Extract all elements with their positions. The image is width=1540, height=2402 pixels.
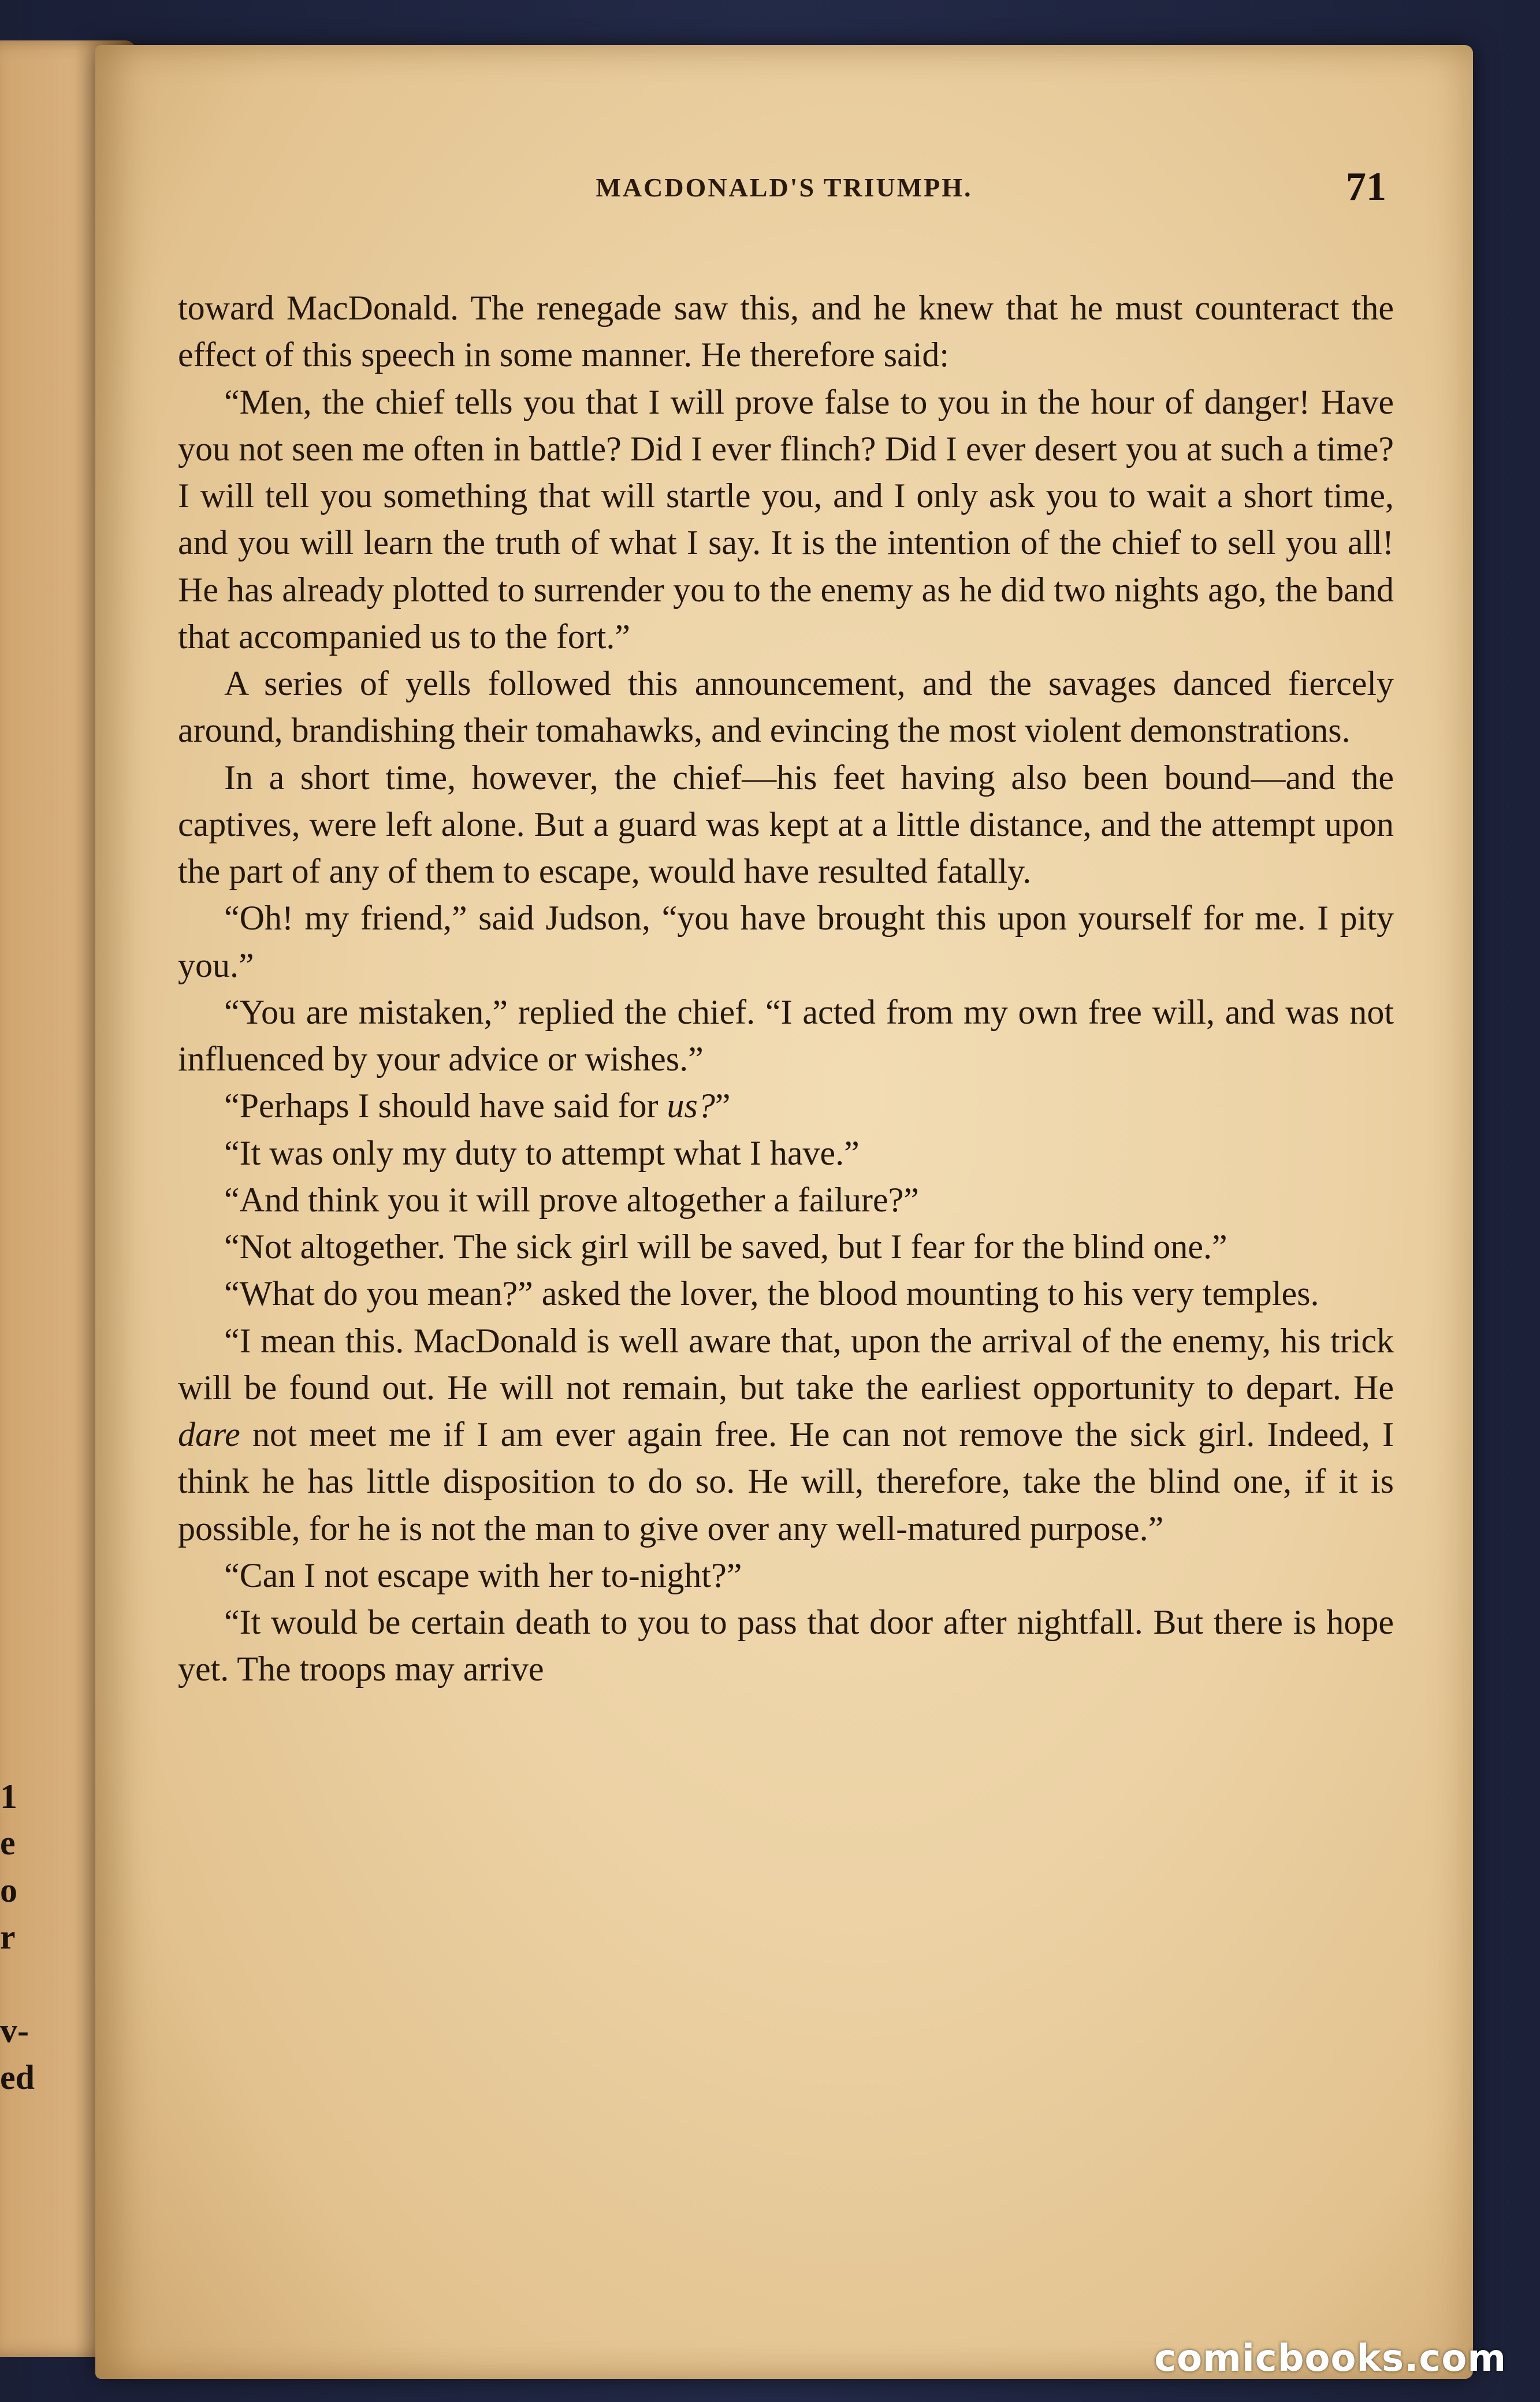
- paragraph: “And think you it will prove altogether a failure?”: [224, 1180, 919, 1219]
- paragraph-text: ”: [715, 1087, 731, 1125]
- paragraph-text: not meet me if I am ever again free. He can not remove the sick girl. Indeed, I think he has little disposition to do so. He will, therefore, take the blind one, if it is possible, for he is not the man to give over any well-matured purpose.”: [178, 1415, 1394, 1548]
- paragraph: “Not altogether. The sick girl will be saved, but I fear for the blind one.”: [224, 1228, 1227, 1266]
- paragraph: “It was only my duty to attempt what I have.”: [224, 1133, 860, 1172]
- paragraph: [178, 1318, 1394, 1552]
- facing-page-fragment: v-: [0, 2011, 29, 2050]
- paragraph: “Can I not escape with her to-night?”: [224, 1556, 742, 1594]
- facing-page-fragment: o: [0, 1871, 17, 1909]
- facing-page-fragment: e: [0, 1824, 16, 1862]
- paragraph: “It would be certain death to you to pass that door after nightfall. But there is hope yet. The troops may arrive: [178, 1603, 1394, 1689]
- paragraph: “Men, the chief tells you that I will prove false to you in the hour of danger! Have you not seen me often in battle? Did I ever flinch? Did I ever desert you at such a time? I will tell you something that will startle you, and I only ask you to wait a short time, and you will learn the truth of what I say. It is the intention of the chief to sell you all! He has already plotted to surrender you to the enemy as he did two nights ago, the band that accompanied us to the fort.”: [178, 382, 1394, 656]
- paragraph: In a short time, however, the chief—his feet having also been bound—and the captives, were left alone. But a guard was kept at a little distance, and the attempt upon the part of any of them to escape, would have resulted fatally.: [178, 758, 1394, 890]
- facing-page-fragment: r: [0, 1918, 16, 1956]
- paragraph: A series of yells followed this announcement, and the savages danced fiercely around, brandishing their tomahawks, and evincing the most violent demonstrations.: [178, 664, 1394, 750]
- paragraph: “Oh! my friend,” said Judson, “you have brought this upon yourself for me. I pity you.”: [178, 899, 1394, 984]
- paragraph: “What do you mean?” asked the lover, the blood mounting to his very temples.: [224, 1274, 1319, 1313]
- italic-text: us?: [667, 1087, 715, 1125]
- paragraph: “You are mistaken,” replied the chief. “I acted from my own free will, and was not influenced by your advice or wishes.”: [178, 992, 1394, 1078]
- paragraph: toward MacDonald. The renegade saw this, and he knew that he must counteract the effect of this speech in some manner. He therefore said:: [178, 289, 1394, 374]
- paragraph-text: “Perhaps I should have said for: [224, 1087, 667, 1125]
- page-number: 71: [1346, 165, 1386, 209]
- facing-page-fragment: ed: [0, 2058, 35, 2096]
- page-header: [95, 166, 1473, 218]
- facing-page-fragment: 1: [0, 1778, 17, 1816]
- body-text: [178, 285, 1394, 1693]
- paragraph: [178, 1083, 1394, 1129]
- book-page: [95, 45, 1473, 2379]
- italic-text: dare: [178, 1415, 240, 1453]
- running-head: MACDONALD'S TRIUMPH.: [596, 173, 973, 202]
- watermark: comicbooks.com: [1154, 2337, 1506, 2380]
- paragraph-text: “I mean this. MacDonald is well aware that, upon the arrival of the enemy, his trick will be found out. He will not remain, but take the earliest opportunity to depart. He: [178, 1321, 1394, 1407]
